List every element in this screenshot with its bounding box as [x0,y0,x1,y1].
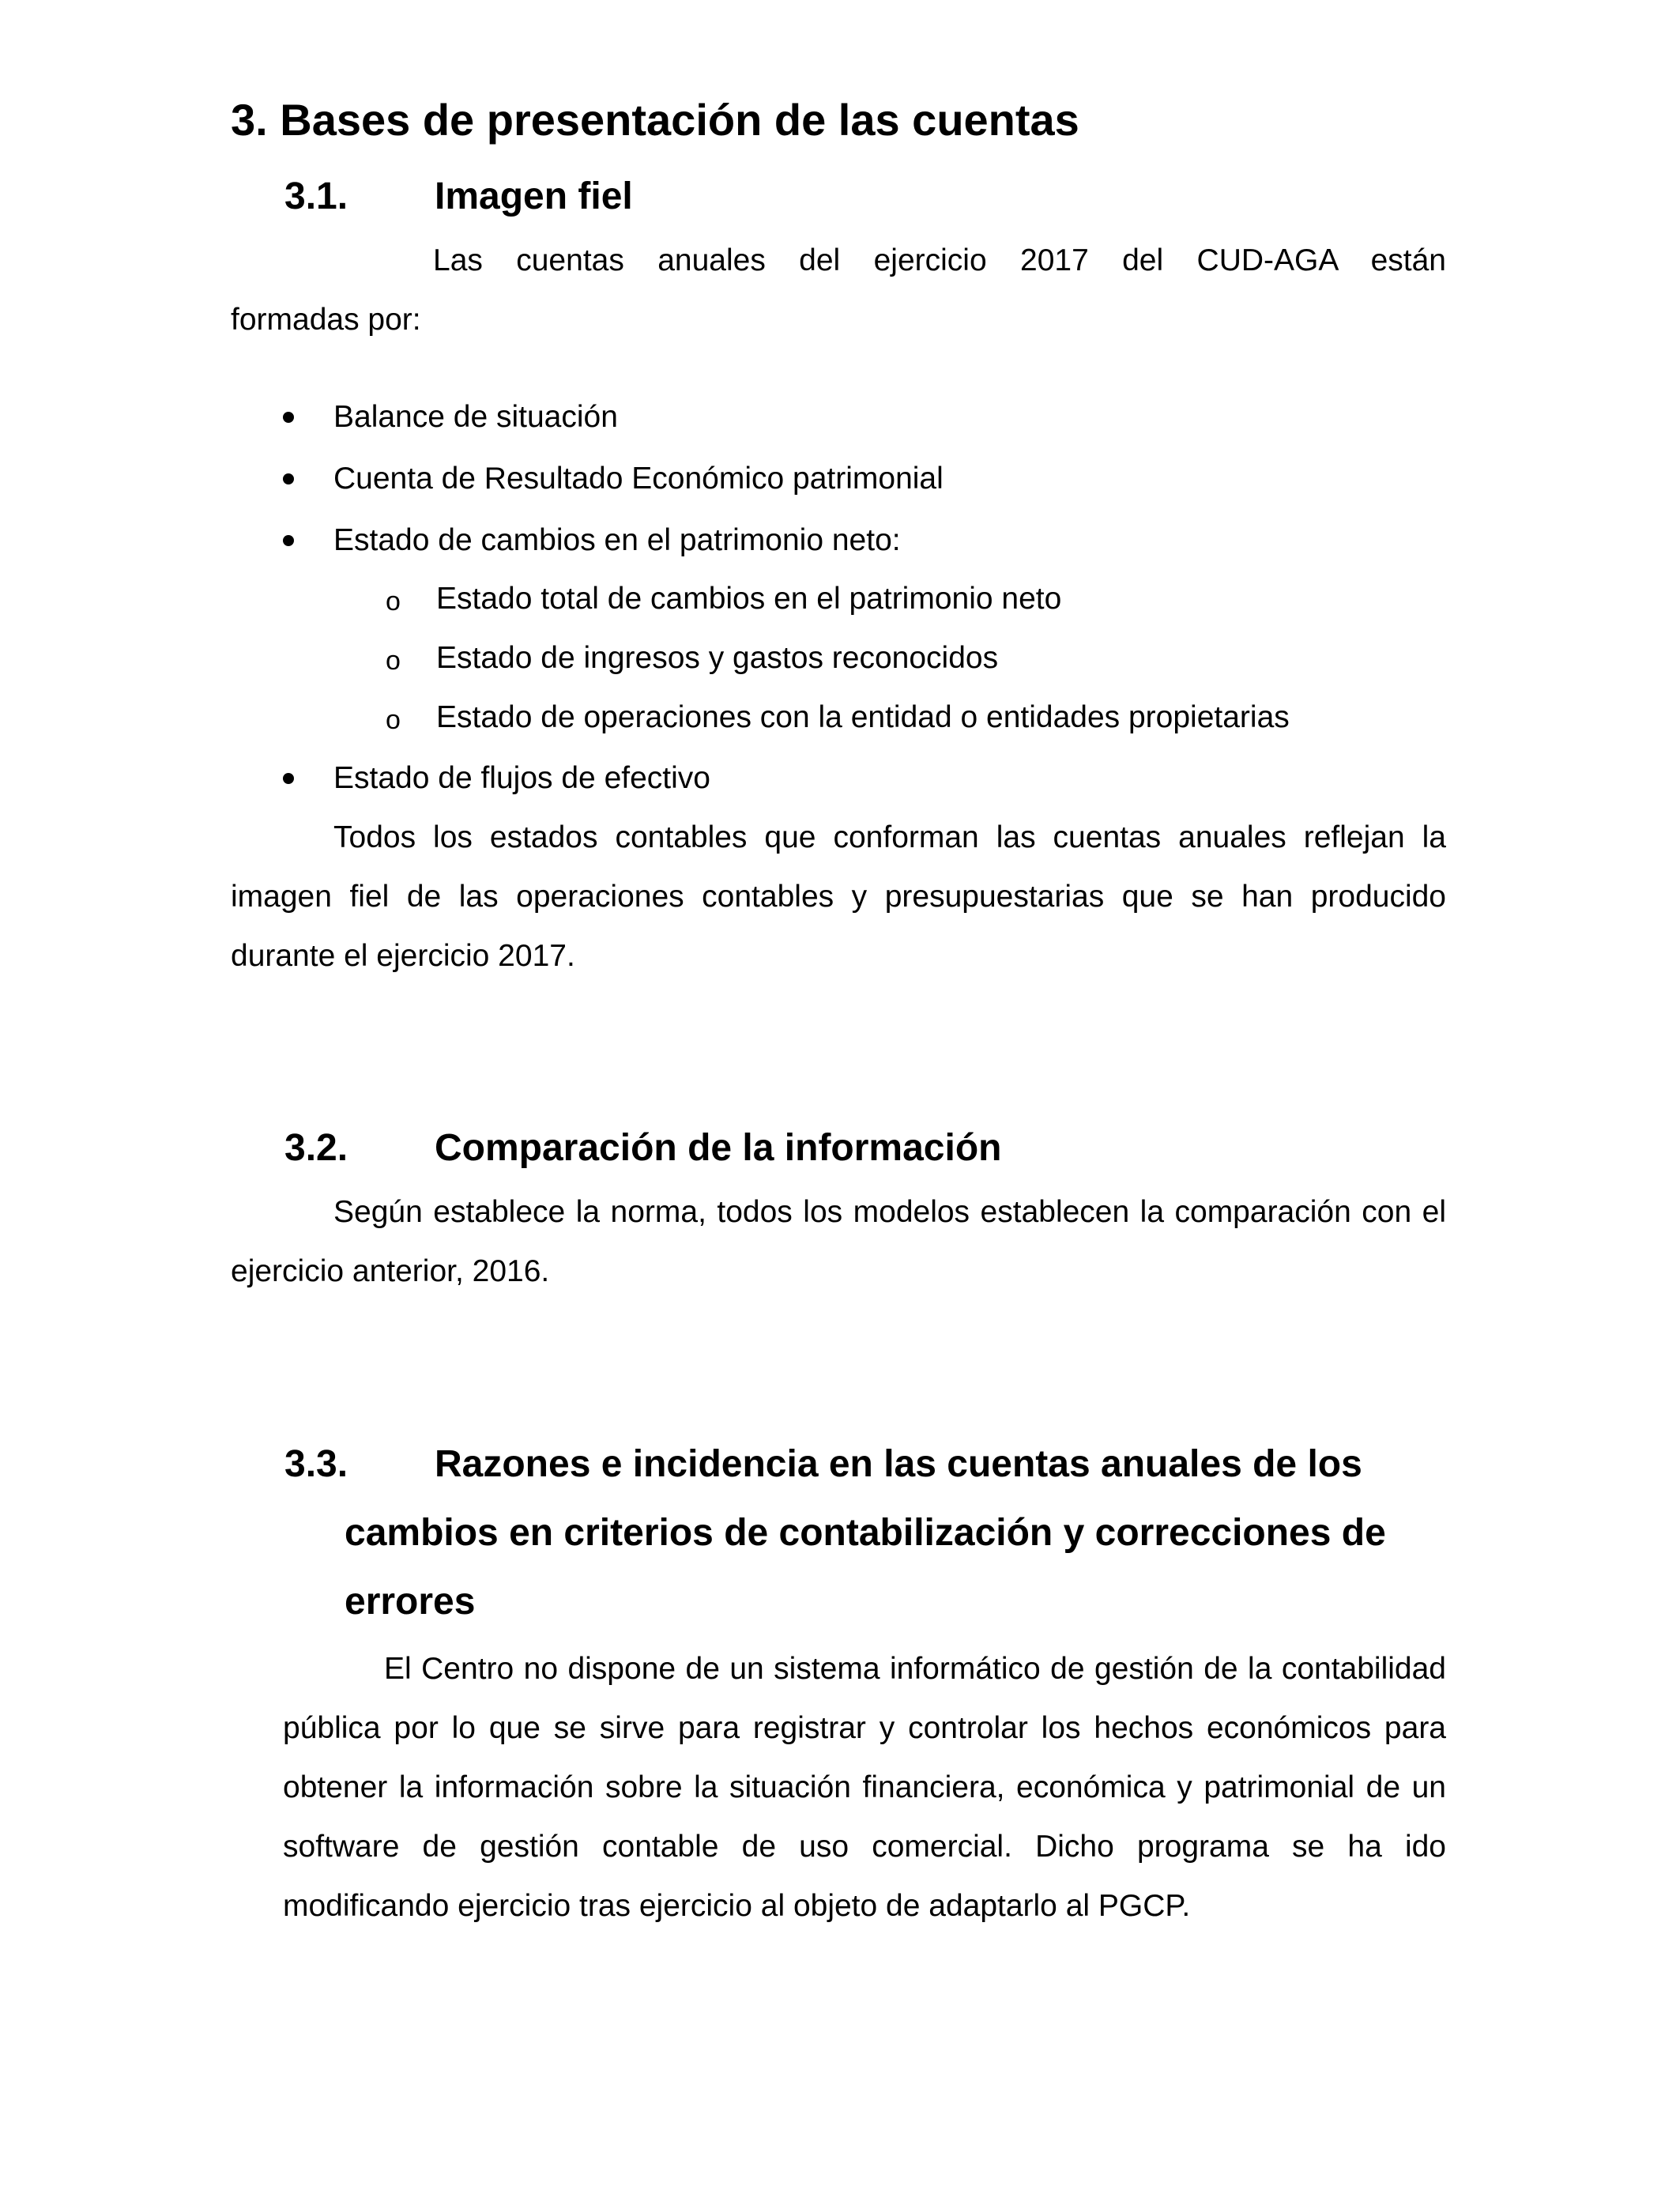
heading-3-3-title-line-1: Razones e incidencia en las cuentas anuales de los [435,1443,1362,1485]
circle-bullet-icon: o [386,705,401,735]
heading-3-1-title: Imagen fiel [435,175,633,217]
bullet-icon [283,473,294,484]
circle-bullet-icon: o [386,646,401,676]
heading-3-2-number: 3.2. [284,1127,348,1169]
page-title: 3. Bases de presentación de las cuentas [231,95,1079,145]
heading-3-1 [284,169,996,224]
heading-3-2-title: Comparación de la información [435,1127,1002,1169]
circle-bullet-icon: o [386,586,401,616]
paragraph-comparacion: Según establece la norma, todos los modelos establecen la comparación con el ejercicio anterior, 2016. [231,1195,1446,1288]
bullet-icon [283,773,294,784]
paragraph-imagen-fiel: Todos los estados contables que conforman las cuentas anuales reflejan la imagen fiel de las operaciones contables y presupuestarias que se han producido durante el ejercicio 2017. [231,820,1446,973]
paragraph-razones: El Centro no dispone de un sistema informático de gestión de la contabilidad pública por lo que se sirve para registrar y controlar los hechos económicos para obtener la información sobre la situación financiera, económica y patrimonial de un software de gestión contable de uso comercial. Dicho programa se ha ido modificando ejercicio tras ejercicio al objeto de adaptarlo al PGCP. [283,1652,1446,1923]
heading-3-3-title-line-3: errores [345,1581,476,1623]
heading-3-3-number: 3.3. [284,1443,348,1485]
intro-line-2: formadas por: [231,303,421,337]
bullet-icon [283,535,294,546]
bullet-icon [283,412,294,423]
heading-3-1-number: 3.1. [284,175,348,217]
heading-3-3 [284,1437,1449,1623]
intro-line-1: Las cuentas anuales del ejercicio 2017 del CUD-AGA están [433,243,1446,277]
heading-3-2 [284,1121,1391,1176]
heading-3-3-title-line-2: cambios en criterios de contabilización y correcciones de [345,1512,1386,1554]
